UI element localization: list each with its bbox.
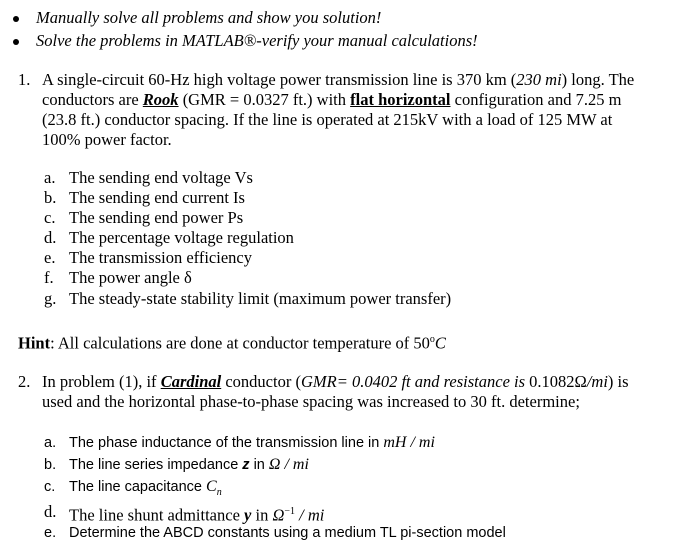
p1-item-e-marker: e.: [44, 248, 56, 267]
problem-1-number: 1.: [18, 70, 31, 89]
p2-item-a: [69, 433, 435, 453]
p1-l2-b: (GMR = 0.0327 ft.) with: [178, 90, 351, 109]
p1-l2-a: conductors are: [42, 90, 143, 109]
p2-item-c-math: C: [206, 478, 217, 495]
p1-item-b-text: The sending end current Is: [69, 188, 245, 207]
problem-1-line-4: 100% power factor.: [42, 130, 172, 149]
p1-item-d-marker: d.: [44, 228, 57, 247]
p2-l1-end: ) is: [607, 372, 629, 391]
bullet-dot-2: [13, 39, 19, 45]
flat-horizontal: flat horizontal: [350, 90, 451, 109]
p2-item-d-text: The line shunt admittance: [69, 505, 245, 525]
hint-line: [18, 330, 446, 354]
p2-item-c: [69, 477, 222, 503]
p2-item-a-text: The phase inductance of the transmission line in: [69, 435, 384, 451]
hint-unit: C: [434, 333, 446, 353]
p1-item-d-text: The percentage voltage regulation: [69, 228, 294, 247]
p2-item-b-bold: z: [242, 457, 250, 473]
p1-item-g-text: The steady-state stability limit (maximum power transfer): [69, 289, 452, 308]
problem-1-line-1: [42, 70, 634, 90]
p2-item-b-math: Ω / mi: [268, 456, 309, 473]
p1-item-f-marker: f.: [44, 268, 54, 287]
p2-item-b: [69, 455, 309, 475]
p2-item-b-text2: in: [249, 457, 269, 473]
p2-item-d-bold: y: [244, 505, 252, 525]
p2-item-c-text: The line capacitance: [69, 479, 207, 495]
bullet-2-text: Solve the problems in MATLAB®-verify your manual calculations!: [36, 31, 478, 50]
p2-item-a-math: mH / mi: [383, 434, 435, 451]
hint-text: : All calculations are done at conductor temperature of 50: [50, 333, 430, 353]
p2-item-d-math2: / mi: [295, 505, 325, 525]
problem-2-number: 2.: [18, 372, 31, 391]
p2-item-c-marker: c.: [44, 479, 56, 495]
p2-item-d-sup: −1: [284, 506, 296, 517]
p1-item-g-marker: g.: [44, 289, 57, 308]
p2-item-e-marker: e.: [44, 525, 57, 541]
p2-item-c-sub: n: [216, 486, 222, 498]
p2-item-a-marker: a.: [44, 435, 57, 451]
problem-1-line-2: [42, 90, 621, 110]
rook-conductor: Rook: [142, 90, 179, 109]
p1-item-a-marker: a.: [44, 168, 56, 187]
p2-item-d-marker: d.: [44, 502, 57, 521]
p1-l1-italic: 230 mi: [516, 70, 562, 89]
p1-item-e-text: The transmission efficiency: [69, 248, 252, 267]
p2-item-d-text2: in: [251, 505, 273, 525]
bullet-dot-1: [13, 16, 19, 22]
problem-2-line-1: [42, 372, 629, 392]
p2-l1-italic: GMR= 0.0402 ft and resistance is: [300, 372, 530, 391]
problem-1-line-3: (23.8 ft.) conductor spacing. If the line is operated at 215kV with a load of 125 MW at: [42, 110, 613, 129]
p1-l1-end: ) long. The: [561, 70, 635, 89]
problem-2-line-2: used and the horizontal phase-to-phase spacing was increased to 30 ft. determine;: [42, 392, 580, 411]
p1-item-c-text: The sending end power Ps: [69, 208, 244, 227]
p2-l1-val: 0.1082Ω: [529, 372, 587, 391]
p1-item-f-text: The power angle δ: [69, 268, 192, 287]
p2-item-b-text: The line series impedance: [69, 457, 243, 473]
p1-item-b-marker: b.: [44, 188, 57, 207]
p2-item-d: [69, 502, 324, 526]
p1-item-c-marker: c.: [44, 208, 56, 227]
hint-label: Hint: [18, 333, 51, 353]
bullet-1-text: Manually solve all problems and show you solution!: [36, 8, 382, 27]
hint-degree: o: [429, 334, 435, 345]
p2-item-e-text: Determine the ABCD constants using a medium TL pi-section model: [69, 525, 506, 541]
p2-l1-b: conductor (: [221, 372, 301, 391]
p2-l1-a: In problem (1), if: [42, 372, 161, 391]
p1-l2-c: configuration and 7.25 m: [450, 90, 622, 109]
p1-item-a-text: The sending end voltage Vs: [69, 168, 253, 187]
cardinal-conductor: Cardinal: [160, 372, 222, 391]
p2-item-d-math: Ω: [272, 505, 285, 525]
p2-l1-unit: /mi: [586, 372, 608, 391]
p1-l1-text: A single-circuit 60-Hz high voltage power transmission line is 370 km (: [42, 70, 517, 89]
p2-item-b-marker: b.: [44, 457, 57, 473]
